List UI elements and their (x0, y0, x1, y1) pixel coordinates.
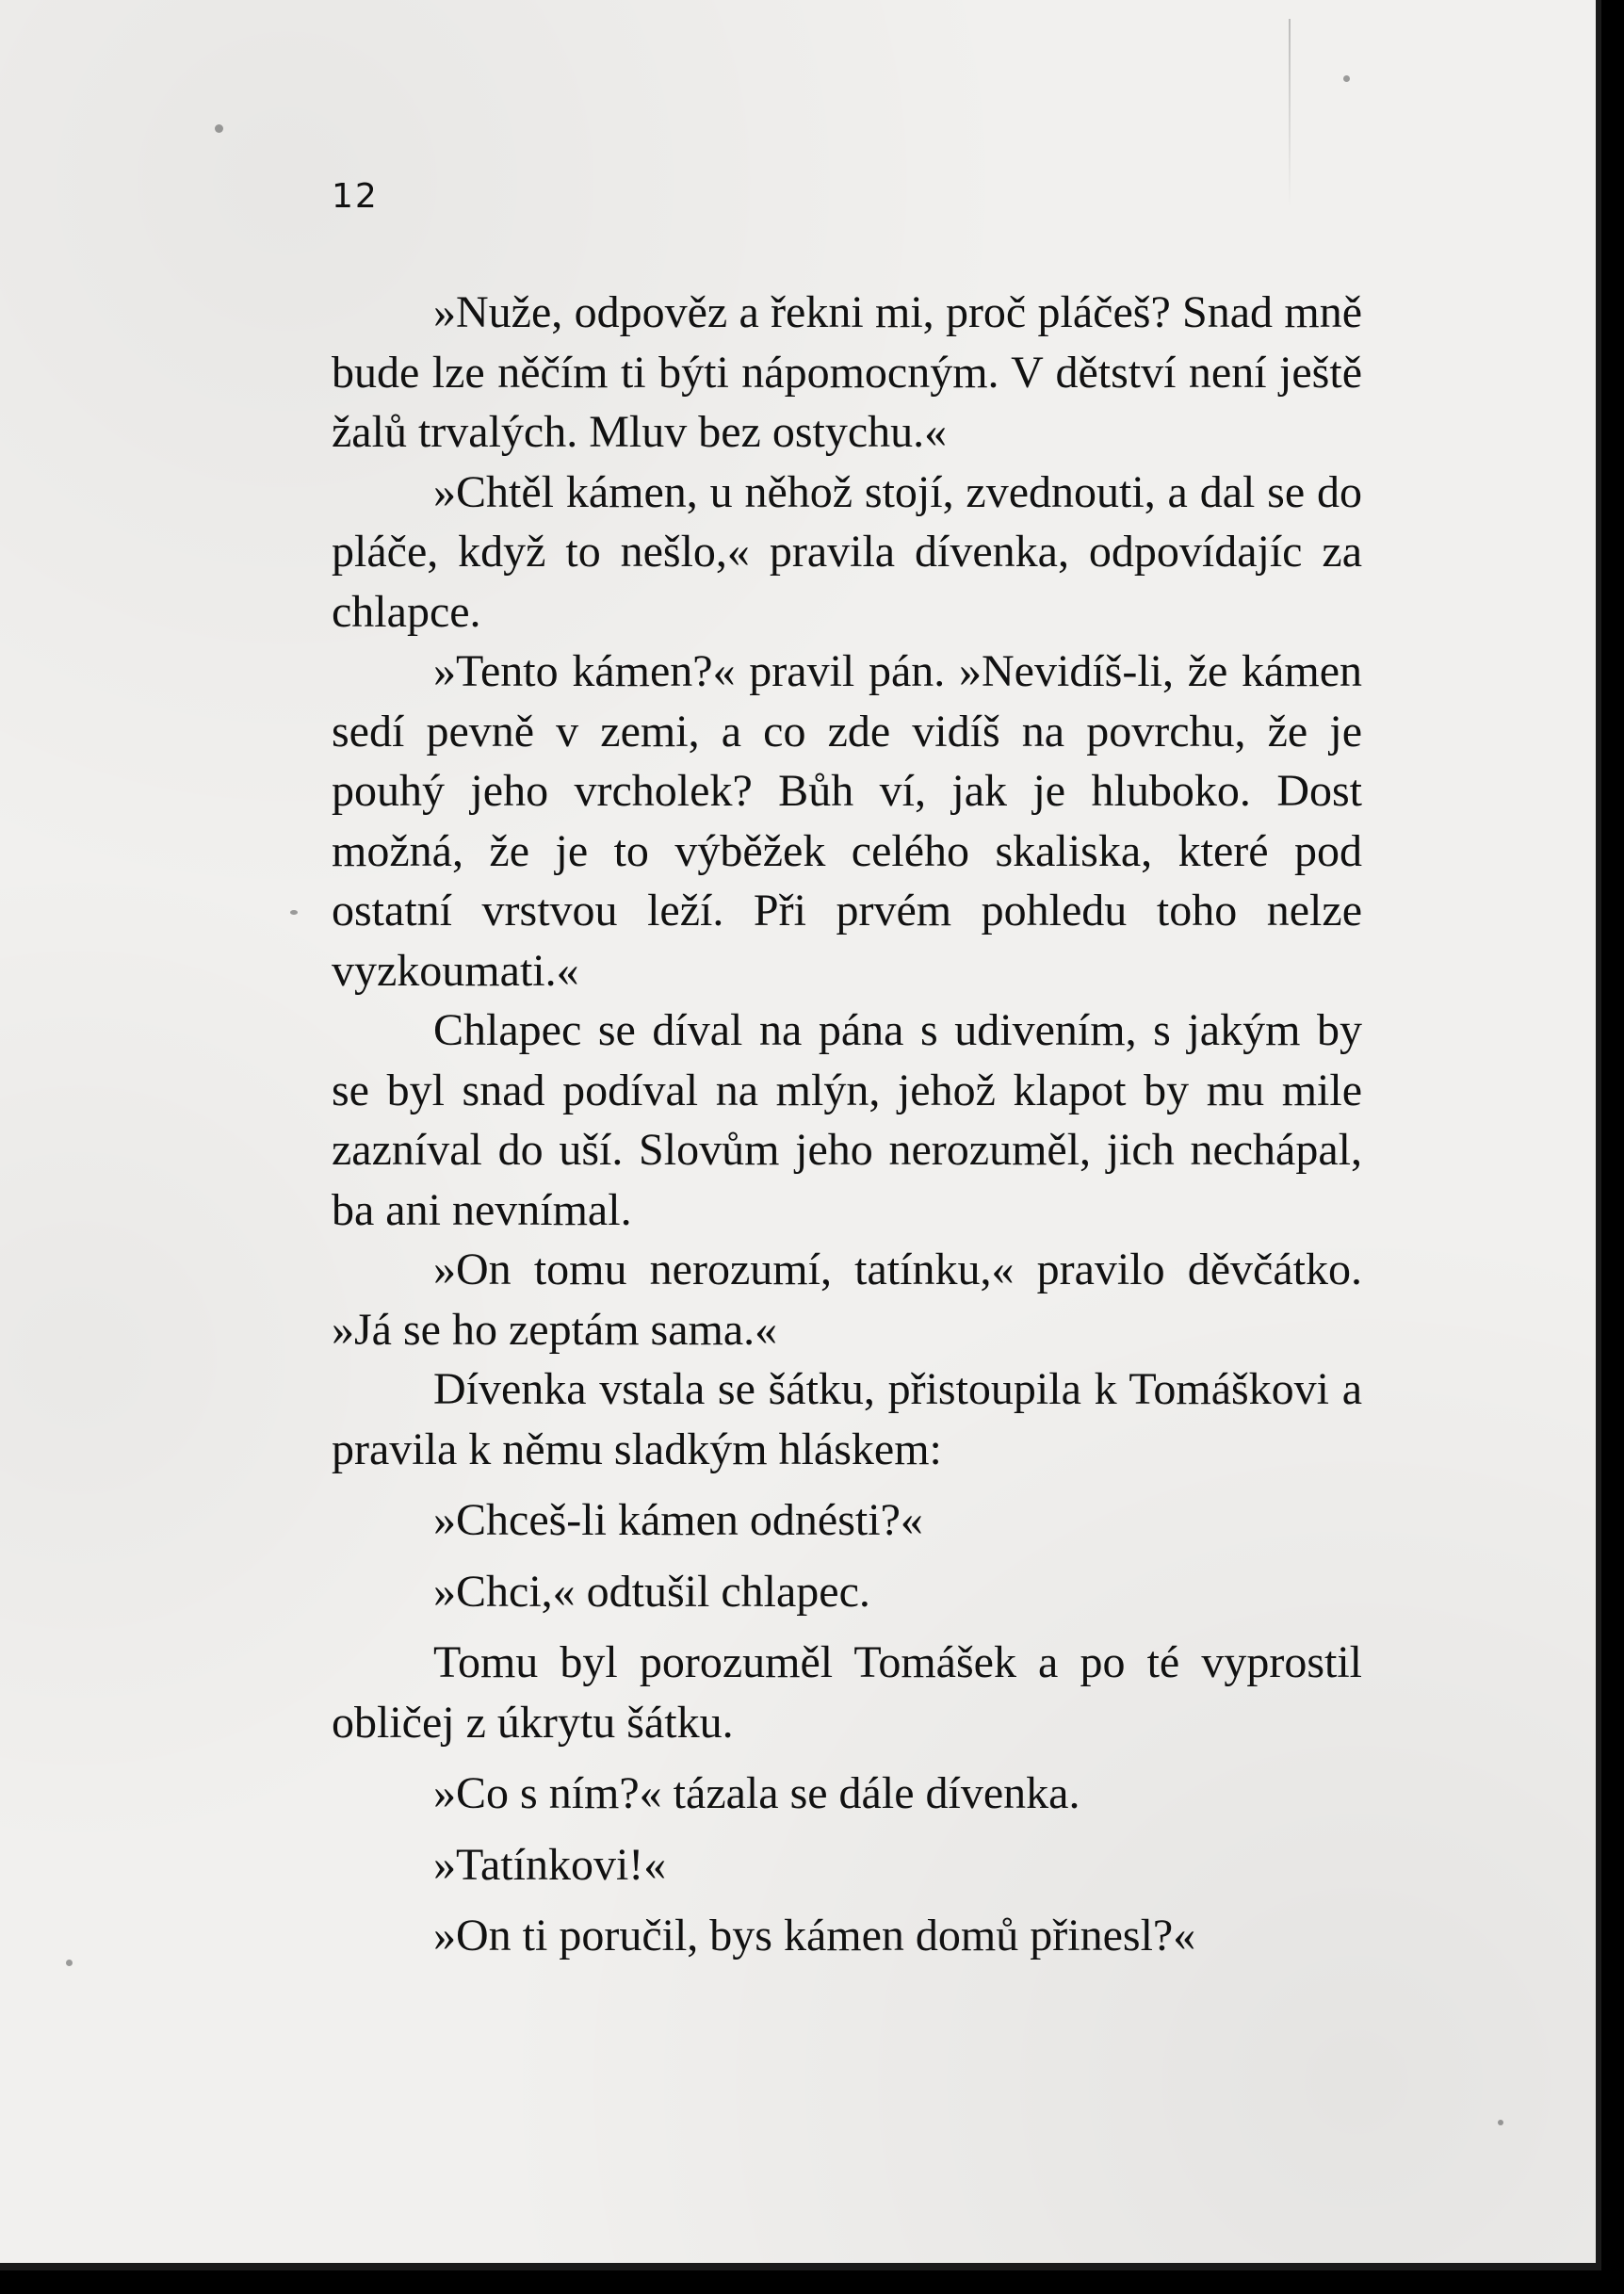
paragraph: »On tomu nerozumí, tatínku,« pravilo děvčátko. »Já se ho zeptám sama.« (332, 1245, 1362, 1355)
paragraph: Tomu byl porozuměl Tomášek a po té vyprostil obličej z úkrytu šátku. (332, 1637, 1362, 1748)
dust-speck (290, 910, 298, 915)
dust-speck (1343, 75, 1350, 82)
paragraph: »Tatínkovi!« (433, 1839, 667, 1890)
body-text (332, 283, 1362, 1966)
page-number: 12 (332, 177, 379, 216)
paragraph: »Tento kámen?« pravil pán. »Nevidíš-li, že kámen sedí pevně v zemi, a co zde vidíš na povrchu, že je pouhý jeho vrcholek? Bůh ví, jak je hluboko. Dost možná, že je to výběžek celého skaliska, které pod ostatní vrstvou leží. Při prvém pohledu toho nelze vyzkoumati.« (332, 646, 1362, 996)
paragraph: Dívenka vstala se šátku, přistoupila k Tomáškovi a pravila k němu sladkým hláskem: (332, 1364, 1362, 1474)
paragraph: »Chci,« odtušil chlapec. (433, 1566, 870, 1617)
paragraph: »On ti poručil, bys kámen domů přinesl?« (433, 1911, 1196, 1960)
scan-fold-line (1289, 19, 1291, 207)
paragraph: »Co s ním?« tázala se dále dívenka. (433, 1768, 1080, 1818)
dust-speck (1498, 2120, 1503, 2125)
paragraph: Chlapec se díval na pána s udivením, s jakým by se byl snad podíval na mlýn, jehož klapot by mu mile zazníval do uší. Slovům jeho nerozuměl, jich nechápal, ba ani nevnímal. (332, 1005, 1362, 1235)
dust-speck (215, 124, 223, 133)
paragraph: »Chceš-li kámen odnésti?« (433, 1495, 923, 1545)
paragraph: »Nuže, odpověz a řekni mi, proč pláčeš? Snad mně bude lze něčím ti býti nápomocným. V dětství není ještě žalů trvalých. Mluv bez ostychu.« (332, 287, 1362, 457)
dust-speck (66, 1960, 73, 1966)
paragraph: »Chtěl kámen, u něhož stojí, zvednouti, a dal se do pláče, když to nešlo,« pravila dívenka, odpovídajíc za chlapce. (332, 466, 1362, 637)
